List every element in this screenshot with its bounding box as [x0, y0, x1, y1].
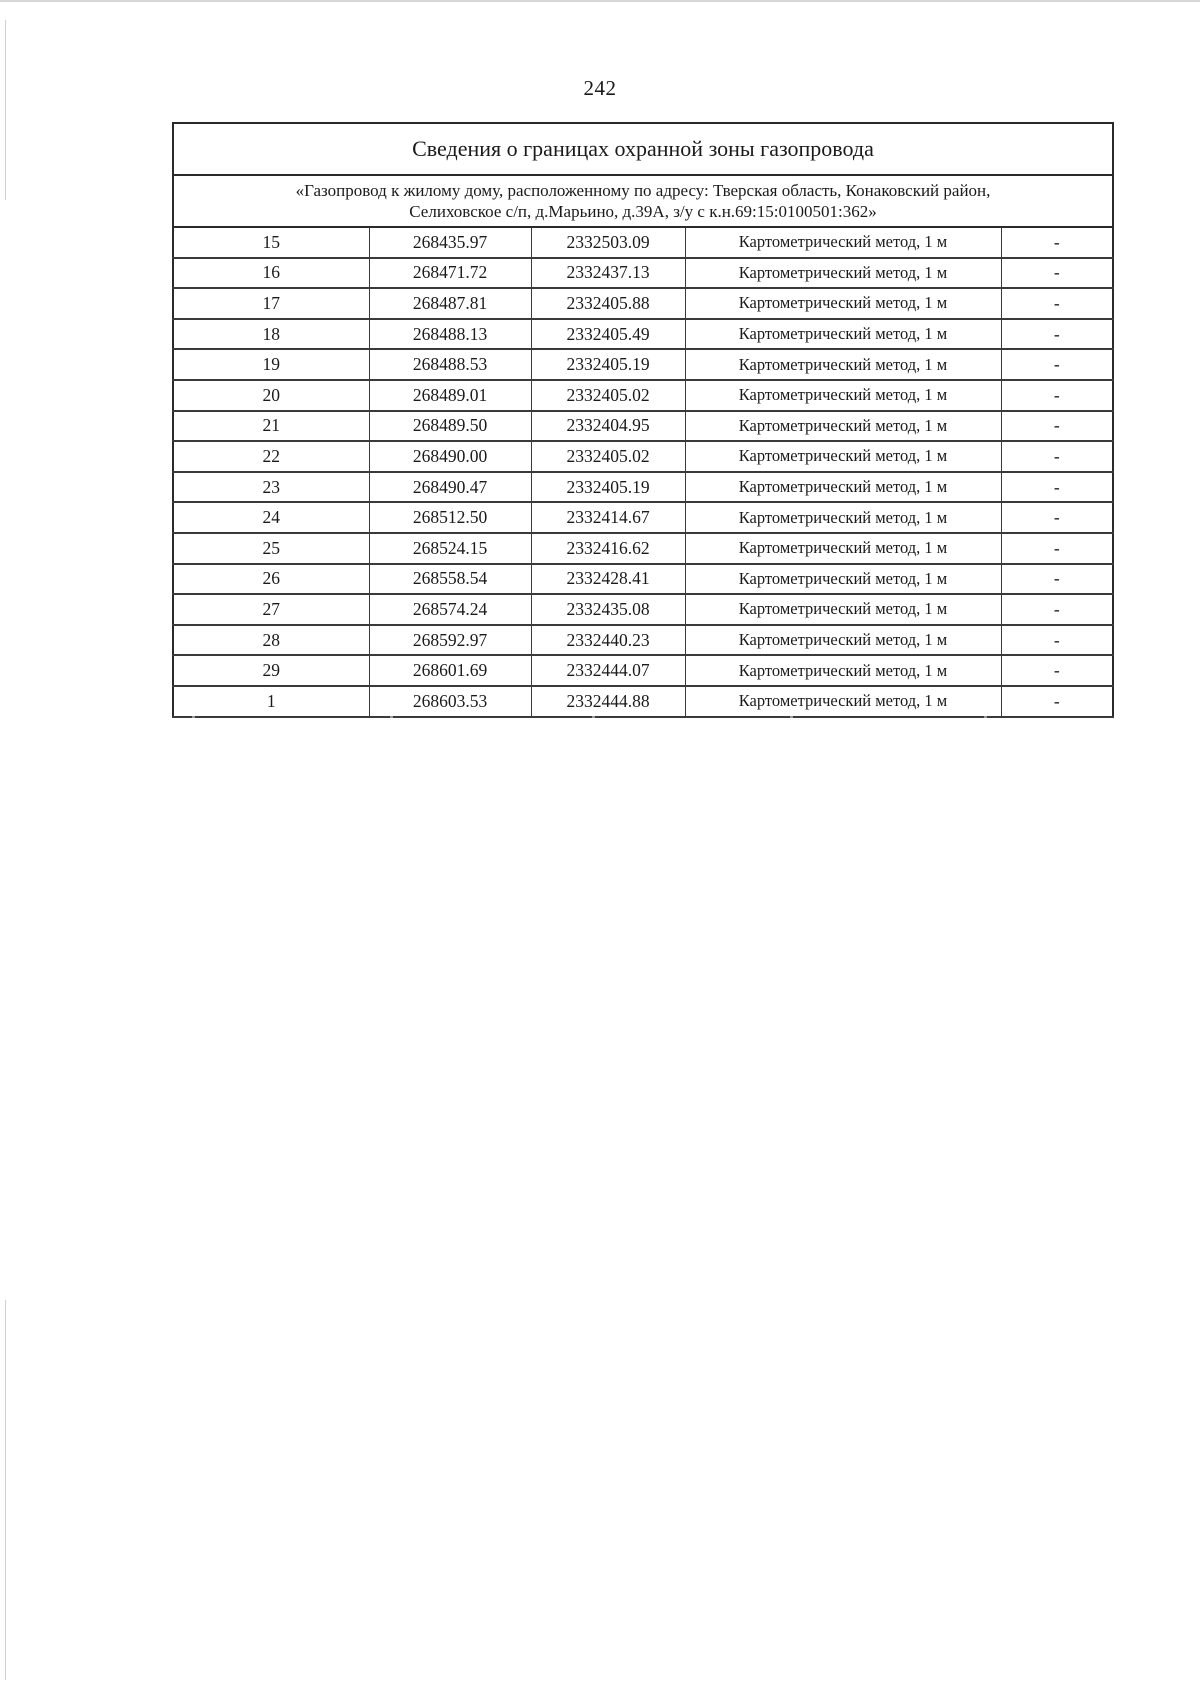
x-coordinate-cell: 268490.47 [369, 472, 531, 503]
point-number-cell: 27 [173, 594, 369, 625]
table-subtitle-line-1: «Газопровод к жилому дому, расположенному по адресу: Тверская область, Конаковский район, [295, 181, 991, 200]
table-row [173, 533, 1113, 564]
scan-left-edge [5, 1300, 6, 1680]
y-coordinate-cell: 2332414.67 [531, 502, 685, 533]
scan-artifacts [172, 716, 1112, 718]
x-coordinate-cell: 268488.53 [369, 349, 531, 380]
point-number-cell: 24 [173, 502, 369, 533]
y-coordinate-cell: 2332416.62 [531, 533, 685, 564]
method-cell: Картометрический метод, 1 м [685, 472, 1001, 503]
table-row [173, 472, 1113, 503]
y-coordinate-cell: 2332503.09 [531, 227, 685, 258]
point-number-cell: 21 [173, 411, 369, 442]
page-number: 242 [583, 76, 617, 100]
table-row [173, 380, 1113, 411]
point-number-cell: 29 [173, 655, 369, 686]
accuracy-extra-cell: - [1001, 288, 1113, 319]
x-coordinate-cell: 268489.50 [369, 411, 531, 442]
point-number-cell: 17 [173, 288, 369, 319]
table-row [173, 594, 1113, 625]
y-coordinate-cell: 2332428.41 [531, 564, 685, 595]
table-subtitle [173, 175, 1113, 227]
x-coordinate-cell: 268489.01 [369, 380, 531, 411]
point-number-cell: 20 [173, 380, 369, 411]
y-coordinate-cell: 2332444.88 [531, 686, 685, 717]
accuracy-extra-cell: - [1001, 349, 1113, 380]
point-number-cell: 26 [173, 564, 369, 595]
x-coordinate-cell: 268490.00 [369, 441, 531, 472]
x-coordinate-cell: 268435.97 [369, 227, 531, 258]
accuracy-extra-cell: - [1001, 227, 1113, 258]
scan-left-edge [5, 20, 6, 200]
table-row [173, 686, 1113, 717]
accuracy-extra-cell: - [1001, 441, 1113, 472]
accuracy-extra-cell: - [1001, 655, 1113, 686]
method-cell: Картометрический метод, 1 м [685, 594, 1001, 625]
table-row [173, 564, 1113, 595]
accuracy-extra-cell: - [1001, 380, 1113, 411]
point-number-cell: 23 [173, 472, 369, 503]
table-row [173, 625, 1113, 656]
method-cell: Картометрический метод, 1 м [685, 258, 1001, 289]
accuracy-extra-cell: - [1001, 472, 1113, 503]
y-coordinate-cell: 2332404.95 [531, 411, 685, 442]
method-cell: Картометрический метод, 1 м [685, 686, 1001, 717]
accuracy-extra-cell: - [1001, 564, 1113, 595]
table-body [173, 123, 1113, 717]
table-title: Сведения о границах охранной зоны газопровода [173, 123, 1113, 175]
method-cell: Картометрический метод, 1 м [685, 319, 1001, 350]
accuracy-extra-cell: - [1001, 533, 1113, 564]
method-cell: Картометрический метод, 1 м [685, 625, 1001, 656]
y-coordinate-cell: 2332437.13 [531, 258, 685, 289]
y-coordinate-cell: 2332405.19 [531, 472, 685, 503]
y-coordinate-cell: 2332440.23 [531, 625, 685, 656]
x-coordinate-cell: 268471.72 [369, 258, 531, 289]
table-title-row [173, 123, 1113, 175]
x-coordinate-cell: 268512.50 [369, 502, 531, 533]
method-cell: Картометрический метод, 1 м [685, 288, 1001, 319]
point-number-cell: 19 [173, 349, 369, 380]
table-row [173, 319, 1113, 350]
boundary-table [172, 122, 1114, 718]
point-number-cell: 15 [173, 227, 369, 258]
table-row [173, 227, 1113, 258]
method-cell: Картометрический метод, 1 м [685, 502, 1001, 533]
method-cell: Картометрический метод, 1 м [685, 564, 1001, 595]
table-row [173, 288, 1113, 319]
scan-top-edge [0, 0, 1200, 2]
x-coordinate-cell: 268601.69 [369, 655, 531, 686]
x-coordinate-cell: 268487.81 [369, 288, 531, 319]
table-row [173, 502, 1113, 533]
y-coordinate-cell: 2332435.08 [531, 594, 685, 625]
x-coordinate-cell: 268603.53 [369, 686, 531, 717]
y-coordinate-cell: 2332444.07 [531, 655, 685, 686]
method-cell: Картометрический метод, 1 м [685, 349, 1001, 380]
x-coordinate-cell: 268524.15 [369, 533, 531, 564]
point-number-cell: 28 [173, 625, 369, 656]
table-row [173, 349, 1113, 380]
table-subtitle-row [173, 175, 1113, 227]
point-number-cell: 18 [173, 319, 369, 350]
y-coordinate-cell: 2332405.19 [531, 349, 685, 380]
table-row [173, 411, 1113, 442]
accuracy-extra-cell: - [1001, 594, 1113, 625]
method-cell: Картометрический метод, 1 м [685, 380, 1001, 411]
method-cell: Картометрический метод, 1 м [685, 533, 1001, 564]
x-coordinate-cell: 268592.97 [369, 625, 531, 656]
accuracy-extra-cell: - [1001, 258, 1113, 289]
method-cell: Картометрический метод, 1 м [685, 441, 1001, 472]
table-row [173, 441, 1113, 472]
table-row [173, 258, 1113, 289]
y-coordinate-cell: 2332405.88 [531, 288, 685, 319]
point-number-cell: 25 [173, 533, 369, 564]
method-cell: Картометрический метод, 1 м [685, 227, 1001, 258]
x-coordinate-cell: 268558.54 [369, 564, 531, 595]
accuracy-extra-cell: - [1001, 686, 1113, 717]
point-number-cell: 16 [173, 258, 369, 289]
y-coordinate-cell: 2332405.02 [531, 380, 685, 411]
y-coordinate-cell: 2332405.02 [531, 441, 685, 472]
point-number-cell: 22 [173, 441, 369, 472]
accuracy-extra-cell: - [1001, 502, 1113, 533]
table-subtitle-line-2: Селиховское с/п, д.Марьино, д.39А, з/у с к.н.69:15:0100501:362» [409, 202, 877, 221]
method-cell: Картометрический метод, 1 м [685, 411, 1001, 442]
accuracy-extra-cell: - [1001, 625, 1113, 656]
accuracy-extra-cell: - [1001, 319, 1113, 350]
method-cell: Картометрический метод, 1 м [685, 655, 1001, 686]
accuracy-extra-cell: - [1001, 411, 1113, 442]
x-coordinate-cell: 268574.24 [369, 594, 531, 625]
point-number-cell: 1 [173, 686, 369, 717]
table-row [173, 655, 1113, 686]
y-coordinate-cell: 2332405.49 [531, 319, 685, 350]
x-coordinate-cell: 268488.13 [369, 319, 531, 350]
